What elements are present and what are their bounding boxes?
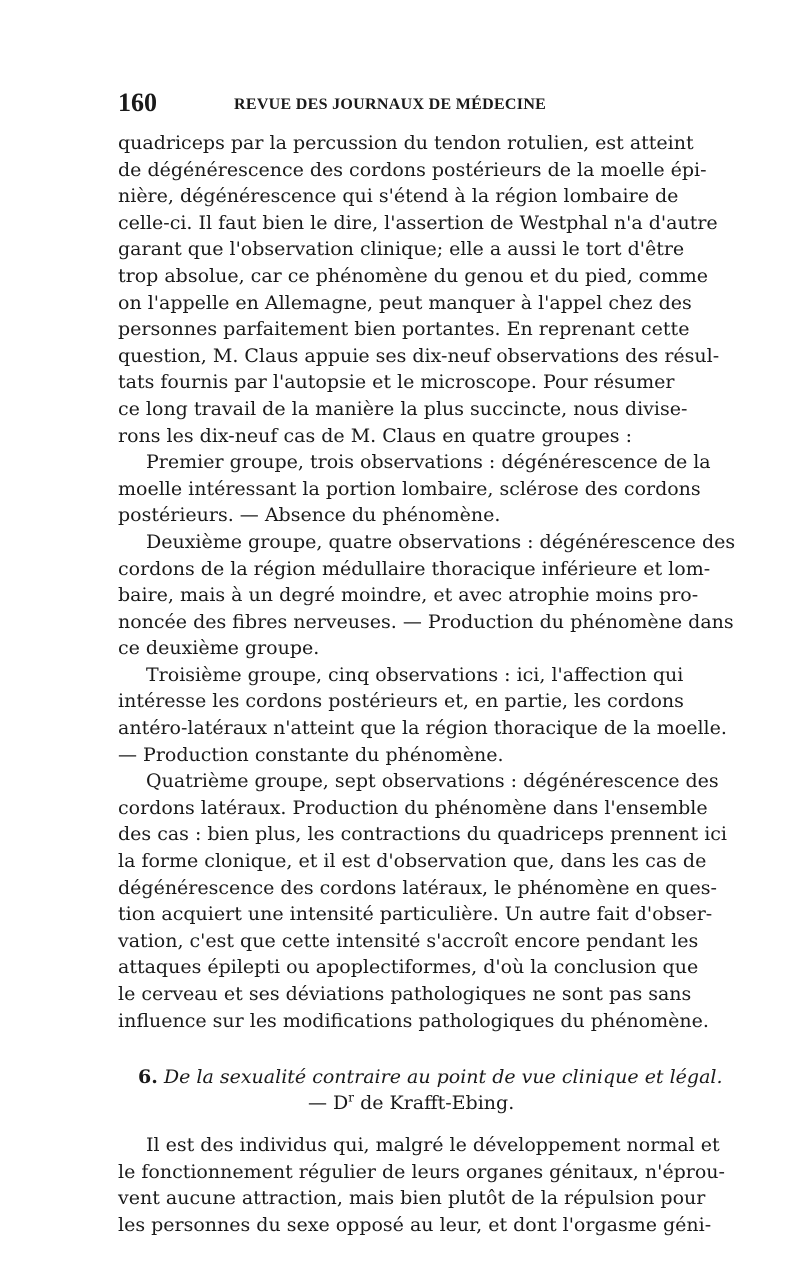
text-line: tion acquiert une intensité particulière. Un autre fait d'obser- [118, 903, 713, 926]
text-line: ce deuxième groupe. [118, 637, 320, 660]
text-line: postérieurs. — Absence du phénomène. [118, 504, 501, 527]
page [118, 88, 736, 1239]
group-four-line: Quatrième groupe, sept observations : dégénérescence des [146, 770, 719, 793]
author-prefix: — D [308, 1092, 349, 1115]
text-line: antéro-latéraux n'atteint que la région thoracique de la moelle. [118, 717, 727, 740]
text-line: garant que l'observation clinique; elle a aussi le tort d'être [118, 238, 685, 261]
group-three-line: Troisième groupe, cinq observations : ici, l'affection qui [146, 663, 684, 686]
text-line: quadriceps par la percussion du tendon rotulien, est atteint [118, 132, 694, 154]
text-line: attaques épilepti ou apoplectiformes, d'où la conclusion que [118, 956, 699, 979]
text-line: cordons de la région médullaire thoracique inférieure et lom- [118, 557, 711, 580]
page-header [118, 88, 674, 124]
text-line: les personnes du sexe opposé au leur, et dont l'orgasme géni- [118, 1213, 712, 1236]
page-number: 160 [118, 88, 157, 117]
group-two-line: Deuxième groupe, quatre observations : dégénérescence des [146, 530, 736, 553]
group-one-line: Premier groupe, trois observations : dégénérescence de la [146, 451, 711, 474]
text-line: — Production constante du phénomène. [118, 743, 504, 766]
section-author [118, 1090, 674, 1116]
section-title: De la sexualité contraire au point de vue clinique et légal. [163, 1066, 723, 1089]
text-line: influence sur les modifications pathologiques du phénomène. [118, 1009, 709, 1032]
text-line: question, M. Claus appuie ses dix-neuf observations des résul- [118, 344, 720, 367]
text-line: baire, mais à un degré moindre, et avec atrophie moins pro- [118, 584, 699, 607]
section-body [118, 1132, 725, 1238]
text-line: noncée des fibres nerveuses. — Production du phénomène dans [118, 610, 734, 633]
text-line: celle-ci. Il faut bien le dire, l'assertion de Westphal n'a d'autre [118, 211, 718, 234]
text-line: des cas : bien plus, les contractions du quadriceps prennent ici [118, 823, 727, 846]
text-line: nière, dégénérescence qui s'étend à la région lombaire de [118, 185, 679, 208]
author-title-sup: r [348, 1090, 355, 1105]
text-line: le fonctionnement régulier de leurs organes génitaux, n'éprou- [118, 1160, 725, 1183]
text-line: trop absolue, car ce phénomène du genou et du pied, comme [118, 264, 709, 287]
text-line: vent aucune attraction, mais bien plutôt de la répulsion pour [118, 1187, 706, 1210]
section-title-line [118, 1064, 723, 1090]
section-heading [118, 1064, 723, 1116]
body-text [118, 130, 736, 1034]
text-line: intéresse les cordons postérieurs et, en partie, les cordons [118, 690, 684, 713]
running-head: REVUE DES JOURNAUX DE MÉDECINE [234, 96, 547, 113]
text-line: le cerveau et ses déviations pathologiques ne sont pas sans [118, 983, 692, 1005]
text-line: personnes parfaitement bien portantes. En reprenant cette [118, 318, 690, 341]
text-line: cordons latéraux. Production du phénomène dans l'ensemble [118, 796, 708, 819]
text-line: de dégénérescence des cordons postérieurs de la moelle épi- [118, 158, 707, 181]
text-line: tats fournis par l'autopsie et le microscope. Pour résumer [118, 371, 675, 394]
text-line: ce long travail de la manière la plus succincte, nous divise- [118, 397, 688, 420]
text-line: on l'appelle en Allemagne, peut manquer à l'appel chez des [118, 291, 692, 314]
text-line: la forme clonique, et il est d'observation que, dans les cas de [118, 850, 707, 873]
author-name: de Krafft-Ebing. [360, 1092, 515, 1115]
section-number: 6. [138, 1066, 158, 1089]
text-line: rons les dix-neuf cas de M. Claus en quatre groupes : [118, 424, 632, 447]
text-line: dégénérescence des cordons latéraux, le phénomène en ques- [118, 876, 717, 899]
text-line: Il est des individus qui, malgré le développement normal et [146, 1134, 720, 1157]
text-line: moelle intéressant la portion lombaire, sclérose des cordons [118, 477, 701, 500]
text-line: vation, c'est que cette intensité s'accroît encore pendant les [118, 929, 699, 952]
